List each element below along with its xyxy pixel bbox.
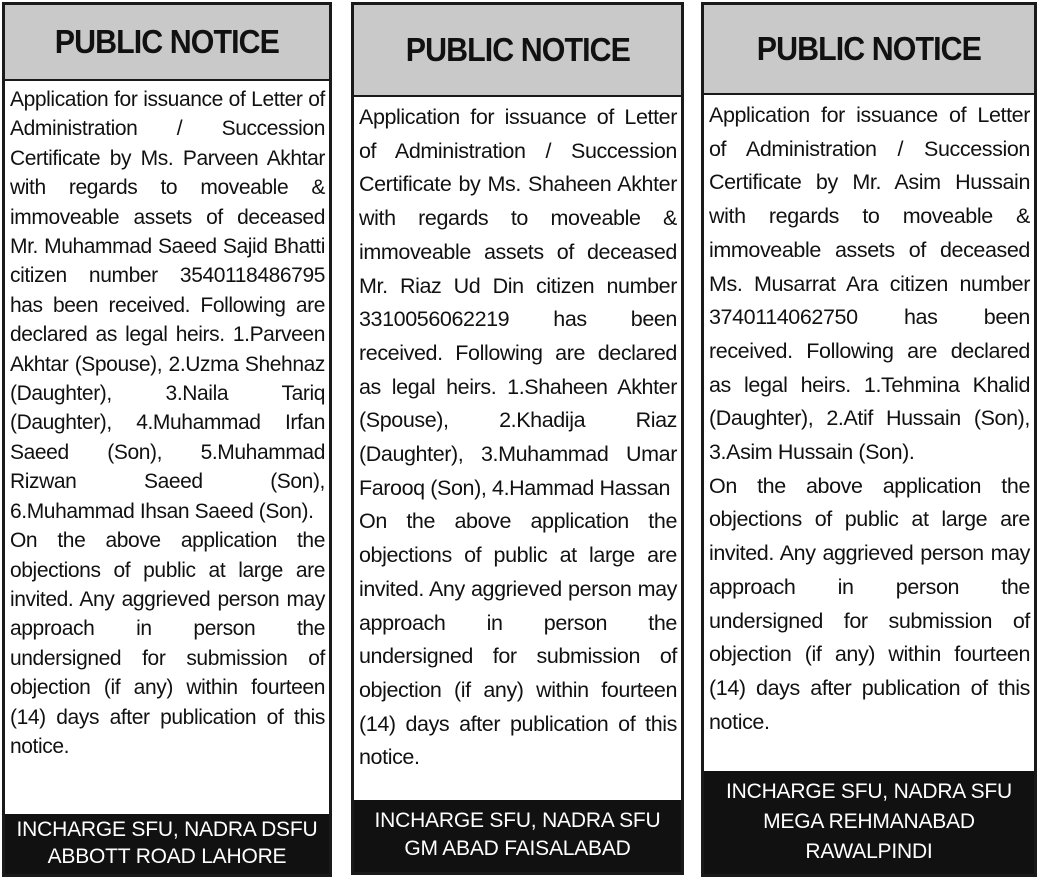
notice-title: PUBLIC NOTICE <box>756 30 982 67</box>
footer-office-line: INCHARGE SFU, NADRA SFU <box>726 779 1012 803</box>
notice-title: PUBLIC NOTICE <box>405 31 630 68</box>
notice-footer <box>5 814 329 874</box>
objections-paragraph: On the above application the objections of public at large are invited. Any aggrieved person may approach in person the undersigned for submission of objection (if any) within fourteen (14) days after publication of this notice. <box>10 529 325 758</box>
public-notice-rawalpindi <box>701 2 1037 877</box>
notice-body <box>704 95 1034 771</box>
footer-location-line: ABBOTT ROAD LAHORE <box>47 845 287 868</box>
notice-body <box>354 97 681 800</box>
notice-header <box>5 5 329 81</box>
footer-office-line: INCHARGE SFU, NADRA DSFU <box>16 818 318 841</box>
public-notice-faisalabad <box>351 2 684 875</box>
notice-header <box>704 5 1034 95</box>
objections-paragraph: On the above application the objections of public at large are invited. Any aggrieved person may approach in person the undersigned for submission of objection (if any) within fourteen (14) days after publication of this notice. <box>359 509 677 770</box>
notice-title: PUBLIC NOTICE <box>54 23 280 60</box>
application-paragraph: Application for issuance of Letter of Administration / Succession Certificate by Mr. Asim Hussain with regards to moveable & immoveable assets of deceased Ms. Musarrat Ara citizen number 3740114062750 has been received. Following are declared as legal heirs. 1.Tehmina Khalid (Daughter), 2.Atif Hussain (Son), 3.Asim Hussain (Son). <box>709 103 1030 465</box>
public-notice-lahore <box>2 2 332 877</box>
footer-location-line: GM ABAD FAISALABAD <box>404 837 631 860</box>
notice-footer <box>354 800 681 872</box>
notice-body <box>5 81 329 814</box>
objections-paragraph: On the above application the objections of public at large are invited. Any aggrieved person may approach in person the undersigned for submission of objection (if any) within fourteen (14) days after publication of this notice. <box>709 473 1030 734</box>
notice-header <box>354 5 681 97</box>
notice-footer <box>704 771 1034 874</box>
application-paragraph: Application for issuance of Letter of Administration / Succession Certificate by Ms. Parveen Akhtar with regards to moveable & immoveable assets of deceased Mr. Muhammad Saeed Sajid Bhatti citizen number 3540118486795 has been received. Following are declared as legal heirs. 1.Parveen Akhtar (Spouse), 2.Uzma Shehnaz (Daughter), 3.Naila Tariq (Daughter), 4.Muhammad Irfan Saeed (Son), 5.Muhammad Rizwan Saeed (Son), 6.Muhammad Ihsan Saeed (Son). <box>10 88 325 523</box>
application-paragraph: Application for issuance of Letter of Administration / Succession Certificate by Ms. Shaheen Akhter with regards to moveable & immoveable assets of deceased Mr. Riaz Ud Din citizen number 3310056062219 has been received. Following are declared as legal heirs. 1.Shaheen Akhter (Spouse), 2.Khadija Riaz (Daughter), 3.Muhammad Umar Farooq (Son), 4.Hammad Hassan <box>359 105 677 500</box>
footer-area-line: MEGA REHMANABAD <box>763 809 975 833</box>
footer-city-line: RAWALPINDI <box>805 839 933 863</box>
footer-office-line: INCHARGE SFU, NADRA SFU <box>374 809 661 832</box>
